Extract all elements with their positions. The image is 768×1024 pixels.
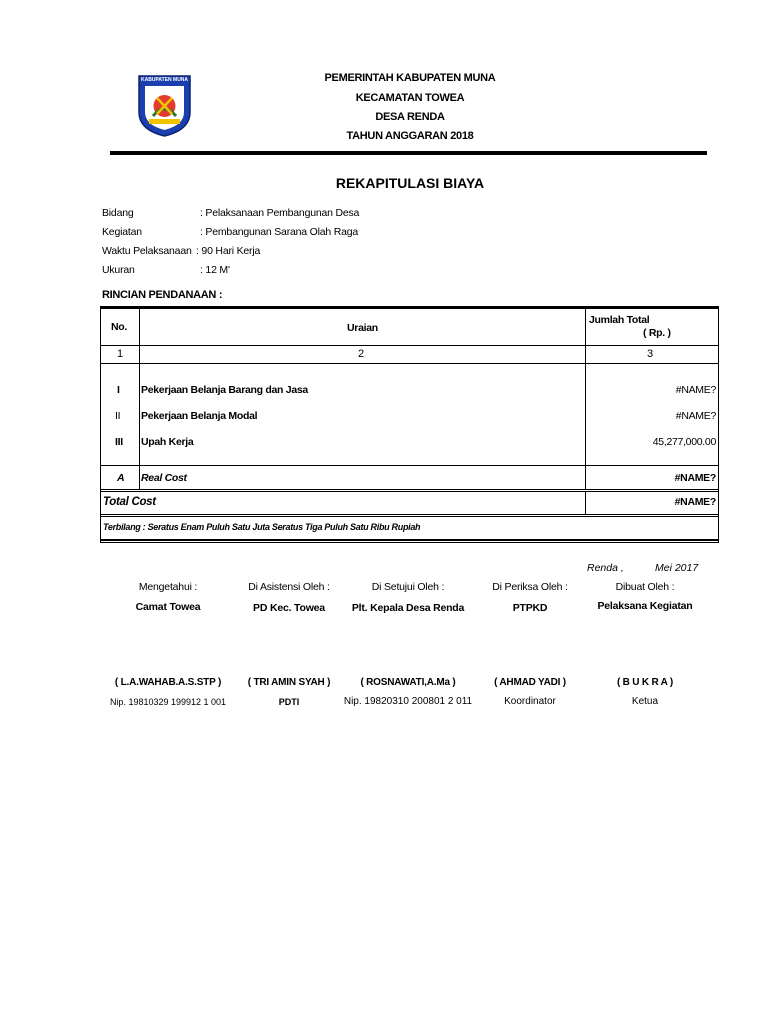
row-1-jumlah: #NAME?	[675, 384, 716, 396]
sig-2-id: PDTI	[278, 697, 300, 707]
real-cost-value: #NAME?	[674, 472, 716, 484]
waktu-label: Waktu Pelaksanaan	[102, 245, 192, 257]
date-label: Mei 2017	[655, 562, 699, 574]
col-divider-no	[139, 307, 140, 490]
col-number-2: 2	[358, 348, 364, 360]
header-line-2: KECAMATAN TOWEA	[355, 92, 465, 104]
page-title: REKAPITULASI BIAYA	[335, 175, 485, 191]
header-line-3: DESA RENDA	[375, 111, 445, 123]
col-divider-total	[585, 492, 586, 514]
header-divider	[110, 151, 707, 155]
table-bottom-border	[101, 539, 718, 541]
rincian-title: RINCIAN PENDANAAN :	[102, 289, 223, 301]
sig-3-title: Plt. Kepala Desa Renda	[351, 602, 465, 614]
col-header-no: No.	[111, 321, 128, 333]
row-2-uraian: Pekerjaan Belanja Modal	[141, 410, 258, 422]
sig-5-role: Dibuat Oleh :	[615, 581, 675, 593]
sig-1-title: Camat Towea	[135, 601, 201, 613]
rincian-table	[100, 306, 719, 543]
row-3-uraian: Upah Kerja	[141, 436, 194, 448]
col-header-jumlah-2: ( Rp. )	[643, 327, 671, 339]
col-header-uraian: Uraian	[347, 322, 378, 334]
ukuran-value: : 12 M'	[200, 264, 230, 276]
sig-3-name: ( ROSNAWATI,A.Ma )	[360, 677, 456, 688]
items-separator	[101, 465, 718, 466]
sig-5-name: ( B U K R A )	[616, 677, 674, 688]
kegiatan-label: Kegiatan	[102, 226, 142, 238]
bidang-value: : Pelaksanaan Pembangunan Desa	[200, 207, 360, 219]
header-line-4: TAHUN ANGGARAN 2018	[346, 130, 474, 142]
kabupaten-muna-logo	[137, 72, 192, 138]
sig-4-name: ( AHMAD YADI )	[494, 677, 566, 688]
real-cost-label: Real Cost	[141, 472, 187, 484]
sig-4-role: Di Periksa Oleh :	[492, 581, 568, 593]
total-cost-separator-double	[101, 516, 718, 517]
row-2-no: II	[115, 410, 121, 422]
sig-4-id: Koordinator	[504, 696, 556, 707]
row-3-no: III	[115, 436, 123, 448]
sig-3-id: Nip. 19820310 200801 2 011	[343, 696, 473, 707]
number-row-separator	[101, 363, 718, 364]
sig-1-id: Nip. 19810329 199912 1 001	[109, 697, 227, 707]
sig-5-id: Ketua	[631, 696, 659, 707]
sig-2-name: ( TRI AMIN SYAH )	[247, 677, 331, 688]
place-label: Renda ,	[587, 562, 624, 574]
col-divider-jumlah	[585, 307, 586, 490]
row-1-no: I	[117, 384, 120, 396]
kegiatan-value: : Pembangunan Sarana Olah Raga	[200, 226, 359, 238]
row-2-jumlah: #NAME?	[675, 410, 716, 422]
real-cost-separator-double	[101, 491, 718, 492]
col-number-3: 3	[647, 348, 653, 360]
real-cost-no: A	[117, 472, 125, 484]
terbilang-text: Terbilang : Seratus Enam Puluh Satu Juta Seratus Tiga Puluh Satu Ribu Rupiah	[103, 522, 421, 532]
sig-4-title: PTPKD	[512, 602, 548, 614]
real-cost-separator	[101, 489, 718, 490]
ukuran-label: Ukuran	[102, 264, 135, 276]
row-3-jumlah: 45,277,000.00	[652, 436, 716, 448]
col-header-jumlah-1: Jumlah Total	[589, 314, 650, 326]
row-1-uraian: Pekerjaan Belanja Barang dan Jasa	[141, 384, 308, 396]
sig-1-role: Mengetahui :	[138, 581, 198, 593]
header-line-1: PEMERINTAH KABUPATEN MUNA	[324, 72, 496, 84]
table-top-border	[101, 307, 718, 309]
sig-5-title: Pelaksana Kegiatan	[597, 600, 693, 612]
header-separator	[101, 345, 718, 346]
sig-2-role: Di Asistensi Oleh :	[248, 581, 330, 593]
sig-1-name: ( L.A.WAHAB.A.S.STP )	[114, 677, 222, 688]
total-cost-label: Total Cost	[103, 496, 156, 508]
bidang-label: Bidang	[102, 207, 134, 219]
sig-2-title: PD Kec. Towea	[253, 602, 325, 614]
col-number-1: 1	[117, 348, 123, 360]
total-cost-separator	[101, 514, 718, 515]
logo-caption: KABUPATEN MUNA	[141, 77, 188, 83]
sig-3-role: Di Setujui Oleh :	[371, 581, 445, 593]
waktu-value: : 90 Hari Kerja	[196, 245, 261, 257]
total-cost-value: #NAME?	[674, 496, 716, 508]
